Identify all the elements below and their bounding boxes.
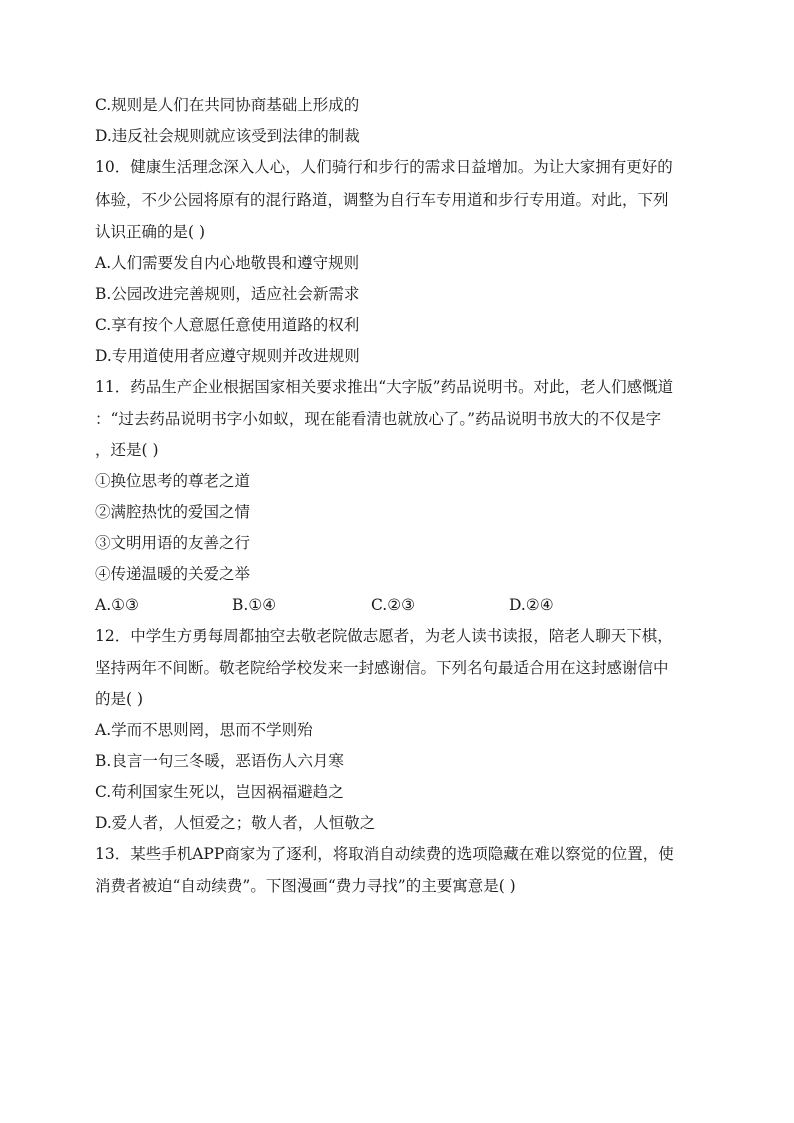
q11-item-3: ③文明用语的友善之行: [95, 534, 251, 552]
q10-option-d: D.专用道使用者应遵守规则并改进规则: [95, 347, 360, 365]
q10-option-a: A.人们需要发自内心地敬畏和遵守规则: [95, 254, 360, 272]
q12-option-c: C.苟利国家生死以，岂因祸福避趋之: [95, 783, 344, 801]
q11-option-b: B.①④: [232, 596, 277, 614]
q12-stem-line-1: 12．中学生方勇每周都抽空去敬老院做志愿者，为老人读书读报，陪老人聊天下棋，: [95, 627, 673, 645]
q12-option-a: A.学而不思则罔，思而不学则殆: [95, 721, 313, 739]
q11-option-c: C.②③: [371, 596, 416, 614]
q10-stem-line-3: 认识正确的是( ): [95, 223, 206, 241]
q12-option-b: B.良言一句三冬暖，恶语伤人六月寒: [95, 752, 344, 770]
q10-stem-line-2: 体验，不少公园将原有的混行路道，调整为自行车专用道和步行专用道。对此，下列: [95, 191, 669, 209]
q11-item-2: ②满腔热忱的爱国之情: [95, 503, 251, 521]
q11-stem-line-2: ：“过去药品说明书字小如蚁，现在能看清也就放心了。”药品说明书放大的不仅是字: [95, 410, 662, 428]
q11-option-a: A.①③: [95, 596, 139, 614]
q10-option-c: C.享有按个人意愿任意使用道路的权利: [95, 316, 360, 334]
q11-stem-line-1: 11．药品生产企业根据国家相关要求推出“大字版”药品说明书。对此，老人们感慨道: [95, 378, 674, 396]
q11-option-d: D.②④: [509, 596, 554, 614]
q10-stem-line-1: 10．健康生活理念深入人心，人们骑行和步行的需求日益增加。为让大家拥有更好的: [95, 158, 673, 176]
q11-stem-line-3: ，还是( ): [95, 441, 159, 459]
q13-stem-line-2: 消费者被迫“自动续费”。下图漫画“费力寻找”的主要寓意是( ): [95, 877, 516, 895]
q11-options-row: [95, 595, 695, 615]
q9-option-c: C.规则是人们在共同协商基础上形成的: [95, 96, 360, 114]
q13-stem-line-1: 13．某些手机APP商家为了逐利，将取消自动续费的选项隐藏在难以察觉的位置，使: [95, 845, 674, 863]
q12-option-d: D.爱人者，人恒爱之；敬人者，人恒敬之: [95, 814, 376, 832]
q9-option-d: D.违反社会规则就应该受到法律的制裁: [95, 127, 360, 145]
q11-item-1: ①换位思考的尊老之道: [95, 472, 251, 490]
q12-stem-line-2: 坚持两年不间断。敬老院给学校发来一封感谢信。下列名句最适合用在这封感谢信中: [95, 659, 669, 677]
q11-item-4: ④传递温暖的关爱之举: [95, 565, 251, 583]
q10-option-b: B.公园改进完善规则，适应社会新需求: [95, 285, 360, 303]
q12-stem-line-3: 的是( ): [95, 690, 144, 708]
